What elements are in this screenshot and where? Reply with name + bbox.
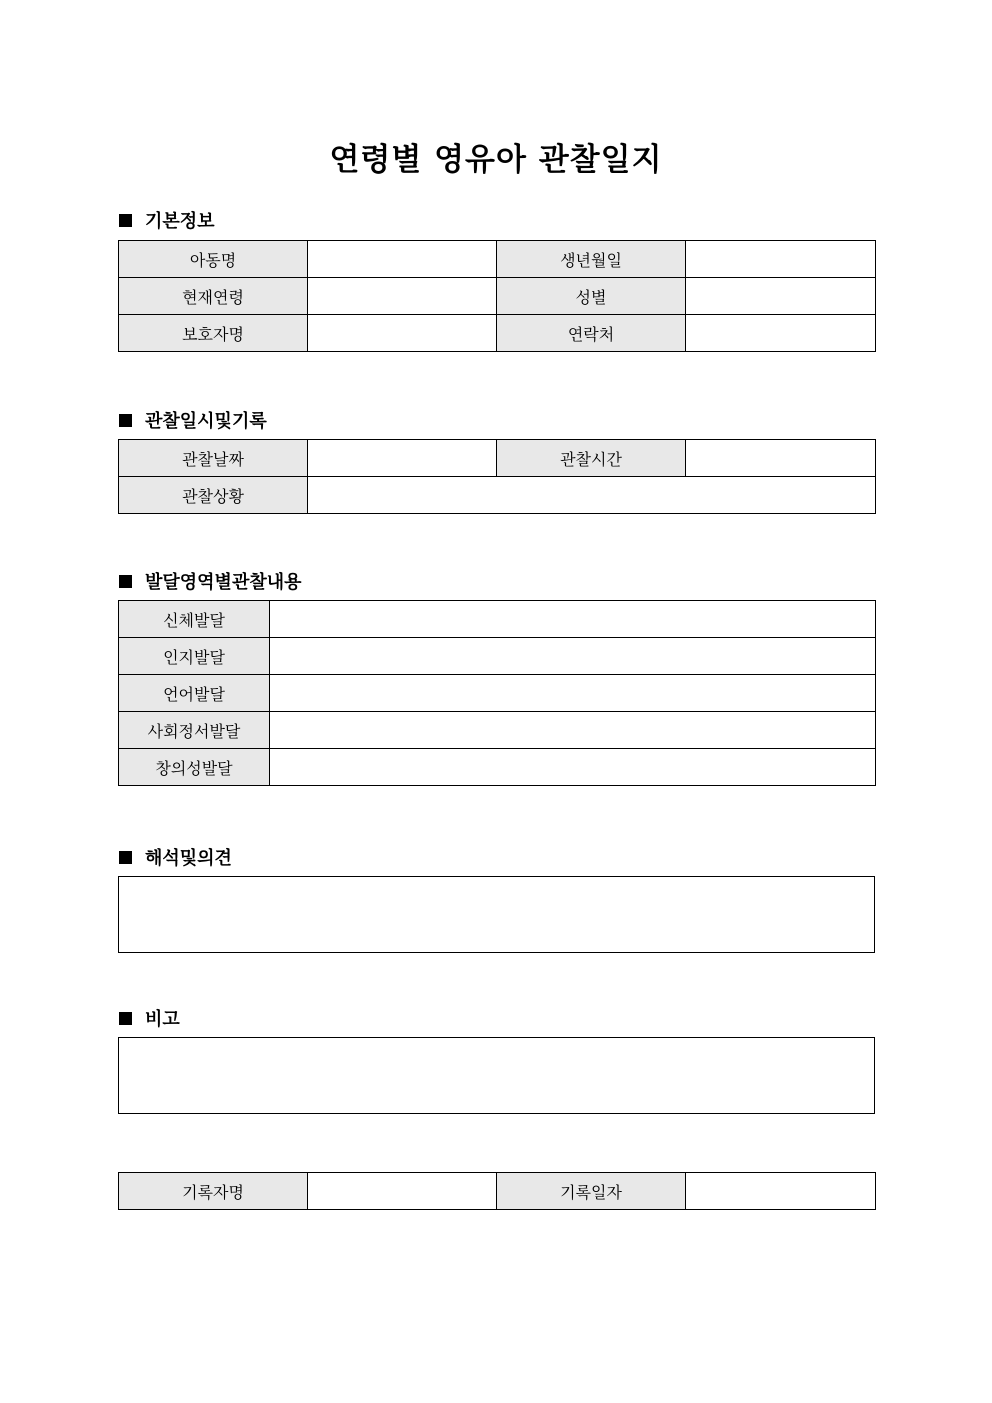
recorder-name-label: 기록자명	[119, 1173, 308, 1210]
section-heading-remarks	[119, 1006, 180, 1030]
section-heading-interpretation	[119, 845, 232, 869]
section-heading-label: 비고	[145, 1009, 180, 1030]
section-heading-label: 해석및의견	[145, 848, 232, 869]
remarks-box[interactable]	[118, 1037, 875, 1114]
page-title: 연령별 영유아 관찰일지	[329, 142, 663, 178]
contact-field[interactable]	[686, 315, 876, 352]
table-row	[119, 440, 876, 477]
table-row	[119, 675, 876, 712]
creativity-development-label: 창의성발달	[119, 749, 270, 786]
section-heading-label: 기본정보	[145, 211, 215, 232]
square-bullet-icon	[119, 575, 132, 588]
section-heading-development	[119, 569, 302, 593]
observation-situation-label: 관찰상황	[119, 477, 308, 514]
table-row	[119, 749, 876, 786]
observation-table	[118, 439, 876, 514]
development-table	[118, 600, 876, 786]
recorder-table	[118, 1172, 876, 1210]
record-date-field[interactable]	[686, 1173, 876, 1210]
square-bullet-icon	[119, 214, 132, 227]
table-row	[119, 1173, 876, 1210]
guardian-name-label: 보호자명	[119, 315, 308, 352]
table-row	[119, 241, 876, 278]
interpretation-box[interactable]	[118, 876, 875, 953]
cognitive-development-label: 인지발달	[119, 638, 270, 675]
section-heading-observation	[119, 408, 267, 432]
table-row	[119, 278, 876, 315]
square-bullet-icon	[119, 414, 132, 427]
gender-label: 성별	[497, 278, 686, 315]
contact-label: 연락처	[497, 315, 686, 352]
physical-development-field[interactable]	[270, 601, 876, 638]
record-date-label: 기록일자	[497, 1173, 686, 1210]
square-bullet-icon	[119, 1012, 132, 1025]
basic-info-table	[118, 240, 876, 352]
current-age-label: 현재연령	[119, 278, 308, 315]
recorder-name-field[interactable]	[308, 1173, 497, 1210]
creativity-development-field[interactable]	[270, 749, 876, 786]
cognitive-development-field[interactable]	[270, 638, 876, 675]
table-row	[119, 477, 876, 514]
current-age-field[interactable]	[308, 278, 497, 315]
observation-date-label: 관찰날짜	[119, 440, 308, 477]
table-row	[119, 638, 876, 675]
square-bullet-icon	[119, 851, 132, 864]
section-heading-label: 관찰일시및기록	[145, 411, 267, 432]
birthdate-label: 생년월일	[497, 241, 686, 278]
observation-time-label: 관찰시간	[497, 440, 686, 477]
observation-time-field[interactable]	[686, 440, 876, 477]
section-heading-label: 발달영역별관찰내용	[145, 572, 302, 593]
observation-situation-field[interactable]	[308, 477, 876, 514]
guardian-name-field[interactable]	[308, 315, 497, 352]
birthdate-field[interactable]	[686, 241, 876, 278]
table-row	[119, 315, 876, 352]
social-emotional-development-field[interactable]	[270, 712, 876, 749]
physical-development-label: 신체발달	[119, 601, 270, 638]
social-emotional-development-label: 사회정서발달	[119, 712, 270, 749]
observation-date-field[interactable]	[308, 440, 497, 477]
child-name-label: 아동명	[119, 241, 308, 278]
table-row	[119, 601, 876, 638]
language-development-label: 언어발달	[119, 675, 270, 712]
child-name-field[interactable]	[308, 241, 497, 278]
gender-field[interactable]	[686, 278, 876, 315]
table-row	[119, 712, 876, 749]
section-heading-basic	[119, 208, 215, 232]
language-development-field[interactable]	[270, 675, 876, 712]
